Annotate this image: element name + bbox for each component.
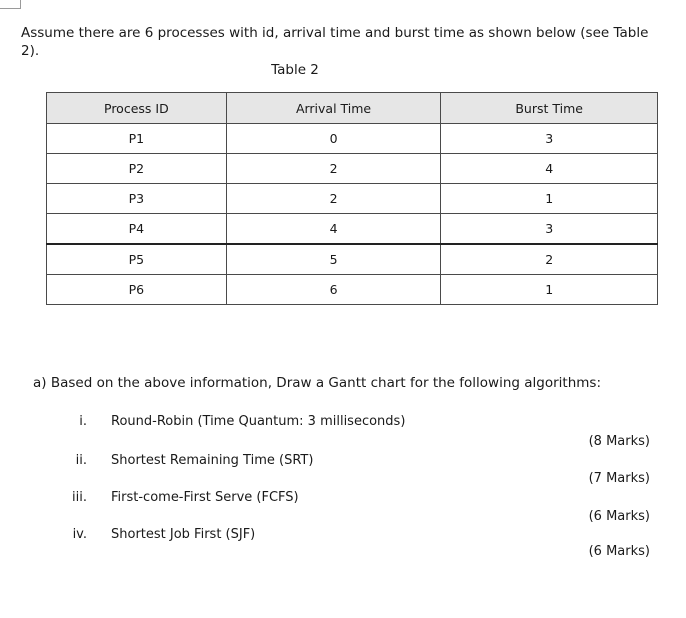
intro-text: Assume there are 6 processes with id, arrival time and burst time as shown below (see Table 2). (21, 25, 649, 59)
cell-process-id: P5 (47, 244, 227, 275)
item-number: iv. (72, 527, 87, 542)
table-caption: Table 2 (271, 62, 319, 78)
header-arrival-time: Arrival Time (226, 93, 441, 124)
marks-label: (8 Marks) (588, 434, 650, 449)
cell-process-id: P4 (47, 214, 227, 245)
cell-arrival-time: 6 (226, 275, 441, 305)
algorithm-label: Shortest Remaining Time (SRT) (111, 453, 314, 468)
cell-process-id: P6 (47, 275, 227, 305)
cell-process-id: P2 (47, 154, 227, 184)
table-row (47, 275, 658, 305)
header-burst-time: Burst Time (441, 93, 658, 124)
cell-arrival-time: 2 (226, 184, 441, 214)
header-process-id: Process ID (47, 93, 227, 124)
question-text: a) Based on the above information, Draw a Gantt chart for the following algorithms: (33, 375, 601, 391)
item-number: ii. (75, 453, 87, 468)
cell-burst-time: 2 (441, 244, 658, 275)
cell-arrival-time: 0 (226, 124, 441, 154)
table-row (47, 124, 658, 154)
cell-burst-time: 4 (441, 154, 658, 184)
table-row (47, 184, 658, 214)
cell-arrival-time: 4 (226, 214, 441, 245)
algorithm-label: First-come-First Serve (FCFS) (111, 490, 299, 505)
marks-label: (6 Marks) (588, 544, 650, 559)
cell-arrival-time: 2 (226, 154, 441, 184)
cell-process-id: P3 (47, 184, 227, 214)
table-row (47, 214, 658, 245)
algorithm-label: Round-Robin (Time Quantum: 3 milliseconds) (111, 414, 406, 429)
marks-label: (7 Marks) (588, 471, 650, 486)
algorithm-label: Shortest Job First (SJF) (111, 527, 256, 542)
table-row (47, 244, 658, 275)
table-header-row (47, 93, 658, 124)
cell-arrival-time: 5 (226, 244, 441, 275)
cell-process-id: P1 (47, 124, 227, 154)
item-number: iii. (72, 490, 87, 505)
cell-burst-time: 1 (441, 184, 658, 214)
cell-burst-time: 3 (441, 124, 658, 154)
process-table (46, 92, 658, 305)
table-row (47, 154, 658, 184)
cell-burst-time: 3 (441, 214, 658, 245)
item-number: i. (79, 414, 87, 429)
marks-label: (6 Marks) (588, 509, 650, 524)
cell-burst-time: 1 (441, 275, 658, 305)
page-corner-marker (0, 0, 21, 9)
